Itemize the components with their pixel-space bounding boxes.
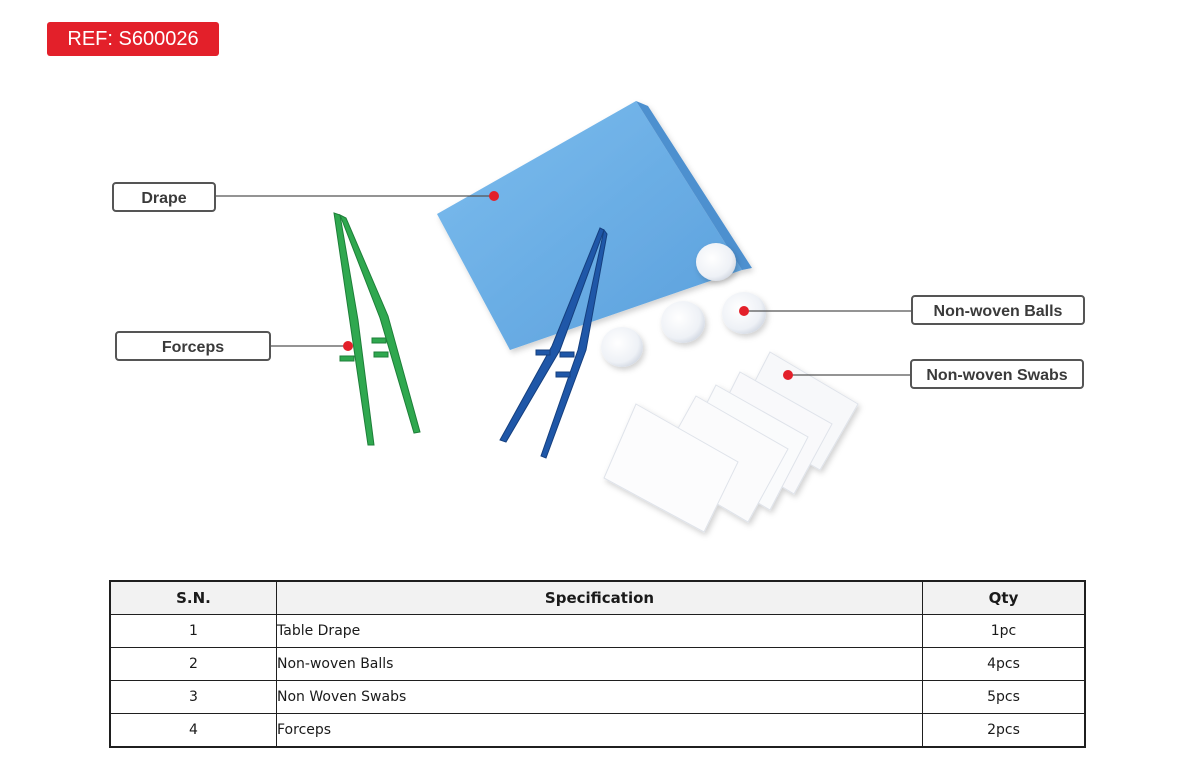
header-sn: S.N. [110,581,277,615]
cell-sn: 2 [110,648,277,681]
table-row [110,648,1085,681]
table-row [110,681,1085,714]
green-forceps-image [334,213,420,445]
header-specification: Specification [277,581,923,615]
cell-spec: Forceps [277,714,923,748]
spec-table [109,580,1086,748]
cell-sn: 4 [110,714,277,748]
table-header-row [110,581,1085,615]
cell-spec: Non-woven Balls [277,648,923,681]
callout-balls [911,295,1085,325]
table-row [110,714,1085,748]
table-row [110,615,1085,648]
cell-sn: 1 [110,615,277,648]
callout-balls-label: Non-woven Balls [933,303,1063,320]
callout-swabs-label: Non-woven Swabs [926,367,1068,384]
header-qty: Qty [923,581,1086,615]
callout-forceps-label: Forceps [161,339,225,356]
cell-qty: 1pc [923,615,1086,648]
swabs-image [604,352,858,532]
callout-swabs [910,359,1084,389]
cell-qty: 4pcs [923,648,1086,681]
drape-image [437,101,752,350]
cell-qty: 5pcs [923,681,1086,714]
cell-sn: 3 [110,681,277,714]
callout-forceps [115,331,271,361]
ref-badge: REF: S600026 [47,22,219,56]
callout-drape [112,182,216,212]
cell-spec: Table Drape [277,615,923,648]
cell-spec: Non Woven Swabs [277,681,923,714]
callout-drape-label: Drape [141,190,187,207]
cell-qty: 2pcs [923,714,1086,748]
